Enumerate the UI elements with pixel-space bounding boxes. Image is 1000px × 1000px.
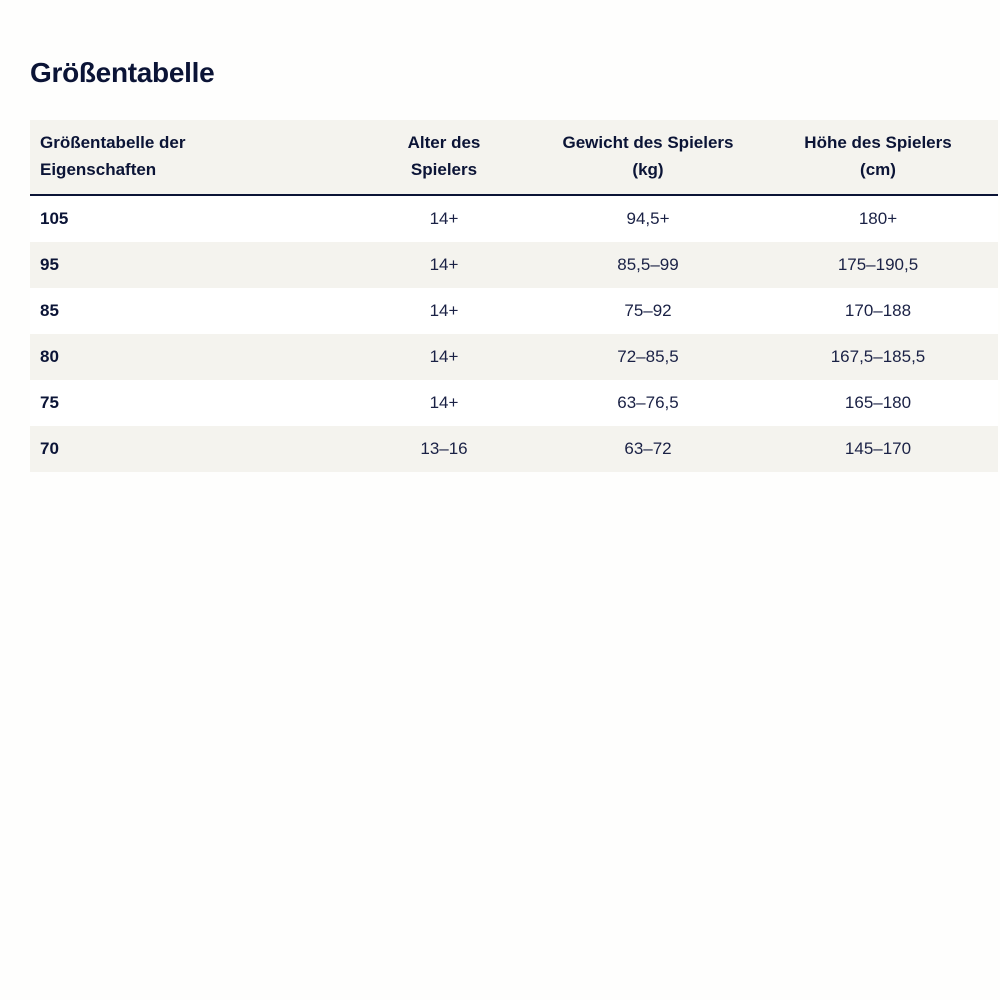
height-cell: 175–190,5 (837, 255, 919, 274)
header-player-height (758, 120, 998, 195)
header-properties (30, 120, 350, 195)
size-cell: 105 (40, 209, 69, 228)
page-title: Größentabelle (30, 57, 215, 88)
size-cell: 95 (40, 255, 59, 274)
height-cell: 170–188 (844, 301, 912, 320)
header-player-height-line-2: (cm) (860, 160, 896, 179)
header-properties-line-2: Eigenschaften (40, 160, 157, 179)
height-cell: 180+ (858, 209, 898, 228)
weight-cell: 85,5–99 (617, 255, 679, 274)
header-player-age-line-2: Spielers (410, 160, 478, 179)
table-row (30, 426, 998, 472)
weight-cell: 94,5+ (626, 209, 670, 228)
age-cell: 14+ (429, 209, 459, 228)
age-cell: 14+ (429, 255, 459, 274)
height-cell: 145–170 (844, 439, 912, 458)
table-row (30, 288, 998, 334)
weight-cell: 75–92 (624, 301, 672, 320)
header-player-weight (538, 120, 758, 195)
weight-cell: 72–85,5 (617, 347, 679, 366)
header-player-height-line-1: Höhe des Spielers (804, 133, 952, 152)
size-chart-section (30, 54, 969, 458)
header-properties-line-1: Größentabelle der (40, 133, 186, 152)
weight-cell: 63–72 (624, 439, 672, 458)
height-cell: 167,5–185,5 (830, 347, 926, 366)
table-row (30, 334, 998, 380)
age-cell: 14+ (429, 393, 459, 412)
table-row (30, 195, 998, 242)
table-header-row (30, 120, 998, 195)
header-player-weight-line-2: (kg) (632, 160, 664, 179)
age-cell: 14+ (429, 301, 459, 320)
height-cell: 165–180 (844, 393, 912, 412)
size-cell: 80 (40, 347, 59, 366)
age-cell: 14+ (429, 347, 459, 366)
size-table (30, 120, 998, 472)
weight-cell: 63–76,5 (617, 393, 679, 412)
size-cell: 85 (40, 301, 59, 320)
header-player-age-line-1: Alter des (407, 133, 481, 152)
age-cell: 13–16 (420, 439, 468, 458)
table-row (30, 380, 998, 426)
header-player-weight-line-1: Gewicht des Spielers (562, 133, 734, 152)
header-player-age (350, 120, 538, 195)
size-cell: 75 (40, 393, 59, 412)
table-row (30, 242, 998, 288)
size-cell: 70 (40, 439, 59, 458)
